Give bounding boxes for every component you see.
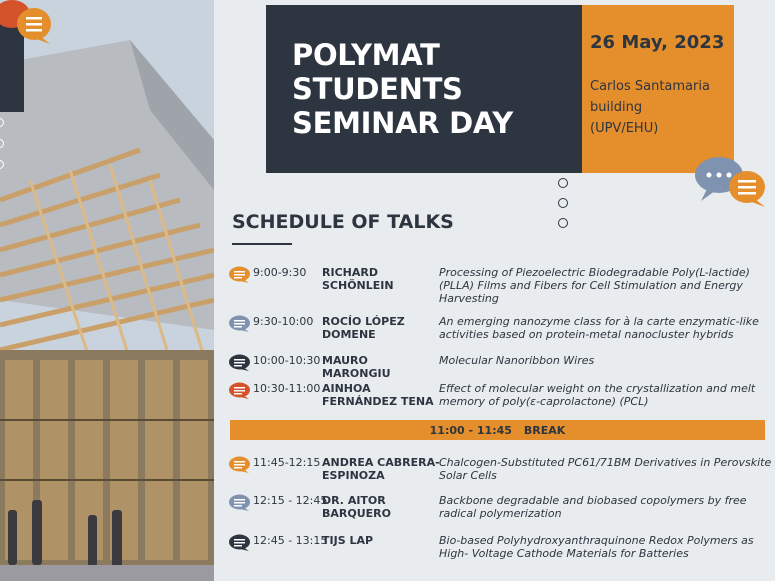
event-date: 26 May, 2023 [590,32,725,53]
chat-bubble-icon [228,354,251,371]
talk-speaker: ANDREA CABRERA-ESPINOZA [322,456,440,482]
circle-outline-icon [558,178,568,188]
schedule-heading: SCHEDULE OF TALKS [232,211,454,233]
talk-title: Backbone degradable and biobased copolymers by free radical polymerization [439,494,747,520]
title-line: POLYMAT [292,38,440,72]
talk-speaker: TIJS LAP [322,534,374,547]
chat-bubble-icon [228,266,251,283]
chat-bubbles-icon [0,0,52,46]
left-dots-decoration [0,118,4,181]
venue-line: Carlos Santamaria [590,79,710,94]
circle-outline-icon [558,218,568,228]
talk-title: Chalcogen-Substituted PC61/71BM Derivatives in Perovskite Solar Cells [439,456,772,482]
talk-time: 12:45 - 13:15 [253,534,328,547]
chat-bubble-icon [228,315,251,332]
talk-speaker: ROCÍO LÓPEZ DOMENE [322,315,405,341]
heading-underline [232,243,292,245]
break-label: BREAK [523,423,566,437]
talk-time: 9:00-9:30 [253,266,307,279]
title-line: STUDENTS [292,72,463,106]
title-line: SEMINAR DAY [292,106,513,140]
talk-speaker: RICHARD SCHÖNLEIN [322,266,394,292]
chat-bubbles-icon [693,155,767,209]
venue-line: (UPV/EHU) [590,121,659,136]
talk-speaker: AINHOA FERNÁNDEZ TENA [322,382,434,408]
chat-bubble-icon [228,494,251,511]
middle-dots-decoration [558,178,568,238]
circle-outline-icon [558,198,568,208]
chat-bubble-icon [228,534,251,551]
talk-time: 9:30-10:00 [253,315,314,328]
circle-outline-icon [0,139,4,148]
chat-bubble-icon [228,382,251,399]
chat-bubble-icon [228,456,251,473]
talk-title: Molecular Nanoribbon Wires [439,354,595,367]
talk-title: An emerging nanozyme class for à la carte enzymatic-like activities based on protein-metal nanocluster hybrids [439,315,759,341]
talk-speaker: DR. AITOR BARQUERO [322,494,391,520]
building-photo [0,0,214,581]
talk-title: Bio-based Polyhydroxyanthraquinone Redox Polymers as High- Voltage Cathode Materials for Batteries [439,534,754,560]
circle-outline-icon [0,118,4,127]
talk-time: 10:00-10:30 [253,354,321,367]
break-time: 11:00 - 11:45 [429,423,512,437]
talk-time: 10:30-11:00 [253,382,321,395]
talk-title: Processing of Piezoelectric Biodegradable Poly(L-lactide) (PLLA) Films and Fibers for Cell Stimulation and Energy Harvesting [439,266,750,305]
talk-time: 11:45-12:15 [253,456,321,469]
circle-outline-icon [0,160,4,169]
page-title [292,38,572,140]
talk-title: Effect of molecular weight on the crystallization and melt memory of poly(ε-caprolactone) (PCL) [439,382,756,408]
event-venue [590,76,730,139]
talk-time: 12:15 - 12:45 [253,494,328,507]
break-banner [230,420,765,440]
venue-line: building [590,100,643,115]
talk-speaker: MAURO MARONGIU [322,354,391,380]
